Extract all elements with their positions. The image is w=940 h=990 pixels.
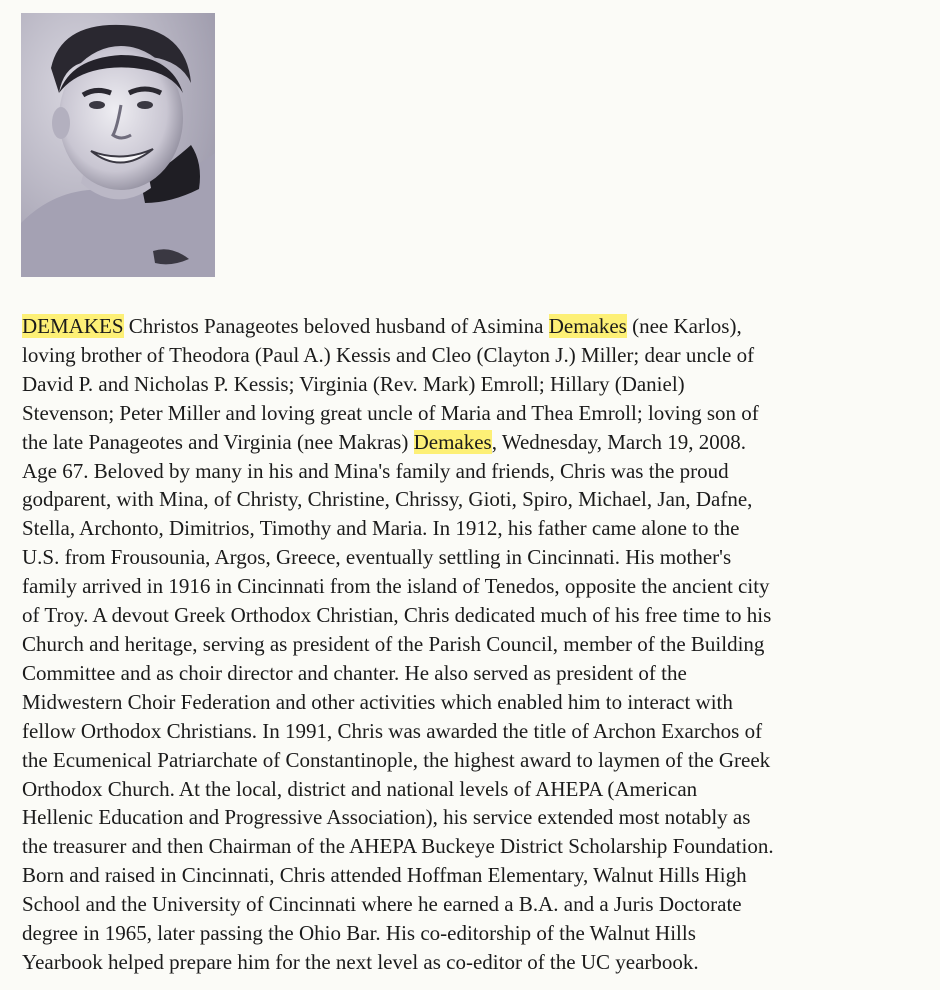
obituary-line-23: Yearbook helped prepare him for the next level as co-editor of the UC yearbook. [22, 949, 699, 974]
obituary-line-2: loving brother of Theodora (Paul A.) Kessis and Cleo (Clayton J.) Miller; dear uncle of [22, 342, 755, 367]
obituary-line-15: fellow Orthodox Christians. In 1991, Chris was awarded the title of Archon Exarchos of [22, 718, 763, 743]
obituary-line-18: Hellenic Education and Progressive Association), his service extended most notably as [22, 805, 751, 830]
highlighted-surname: DEMAKES [22, 314, 124, 338]
obituary-line-1 [22, 312, 927, 341]
obituary-line-3: David P. and Nicholas P. Kessis; Virginia (Rev. Mark) Emroll; Hillary (Daniel) [22, 371, 685, 396]
obituary-line-12: Church and heritage, serving as president of the Parish Council, member of the Building [22, 631, 765, 656]
obituary-line-9: U.S. from Frousounia, Argos, Greece, eventually settling in Cincinnati. His mother's [22, 545, 732, 570]
obituary-line-7: godparent, with Mina, of Christy, Christine, Chrissy, Gioti, Spiro, Michael, Jan, Dafne, [22, 487, 753, 512]
obituary-line-16: the Ecumenical Patriarchate of Constantinople, the highest award to laymen of the Greek [22, 747, 771, 772]
obituary-line-4: Stevenson; Peter Miller and loving great uncle of Maria and Thea Emroll; loving son of [22, 400, 759, 425]
obituary-line-19: the treasurer and then Chairman of the AHEPA Buckeye District Scholarship Foundation. [22, 834, 774, 859]
obituary-line-6: Age 67. Beloved by many in his and Mina's family and friends, Chris was the proud [22, 458, 729, 483]
highlighted-surname: Demakes [413, 429, 492, 454]
text-span: (nee Karlos), [626, 314, 742, 338]
obituary-text [22, 312, 927, 977]
text-span: , Wednesday, March 19, 2008. [491, 429, 747, 454]
obituary-line-22: degree in 1965, later passing the Ohio Bar. His co-editorship of the Walnut Hills [22, 921, 696, 946]
obituary-line-20: Born and raised in Cincinnati, Chris attended Hoffman Elementary, Walnut Hills High [22, 863, 747, 888]
portrait-photo [21, 13, 215, 277]
obituary-line-14: Midwestern Choir Federation and other activities which enabled him to interact with [22, 689, 733, 714]
text-span: Christos Panageotes beloved husband of Asimina [123, 314, 549, 338]
text-span: the late Panageotes and Virginia (nee Makras) [22, 429, 414, 454]
obituary-line-10: family arrived in 1916 in Cincinnati from the island of Tenedos, opposite the ancient city [22, 574, 770, 599]
obituary-line-11: of Troy. A devout Greek Orthodox Christian, Chris dedicated much of his free time to his [22, 603, 772, 628]
obituary-line-21: School and the University of Cincinnati where he earned a B.A. and a Juris Doctorate [22, 892, 742, 917]
highlighted-surname: Demakes [548, 314, 627, 338]
obituary-line-17: Orthodox Church. At the local, district and national levels of AHEPA (American [22, 776, 698, 801]
obituary-line-8: Stella, Archonto, Dimitrios, Timothy and Maria. In 1912, his father came alone to the [22, 516, 740, 541]
obituary-line-13: Committee and as choir director and chanter. He also served as president of the [22, 660, 687, 685]
obituary-line-5 [22, 428, 927, 457]
